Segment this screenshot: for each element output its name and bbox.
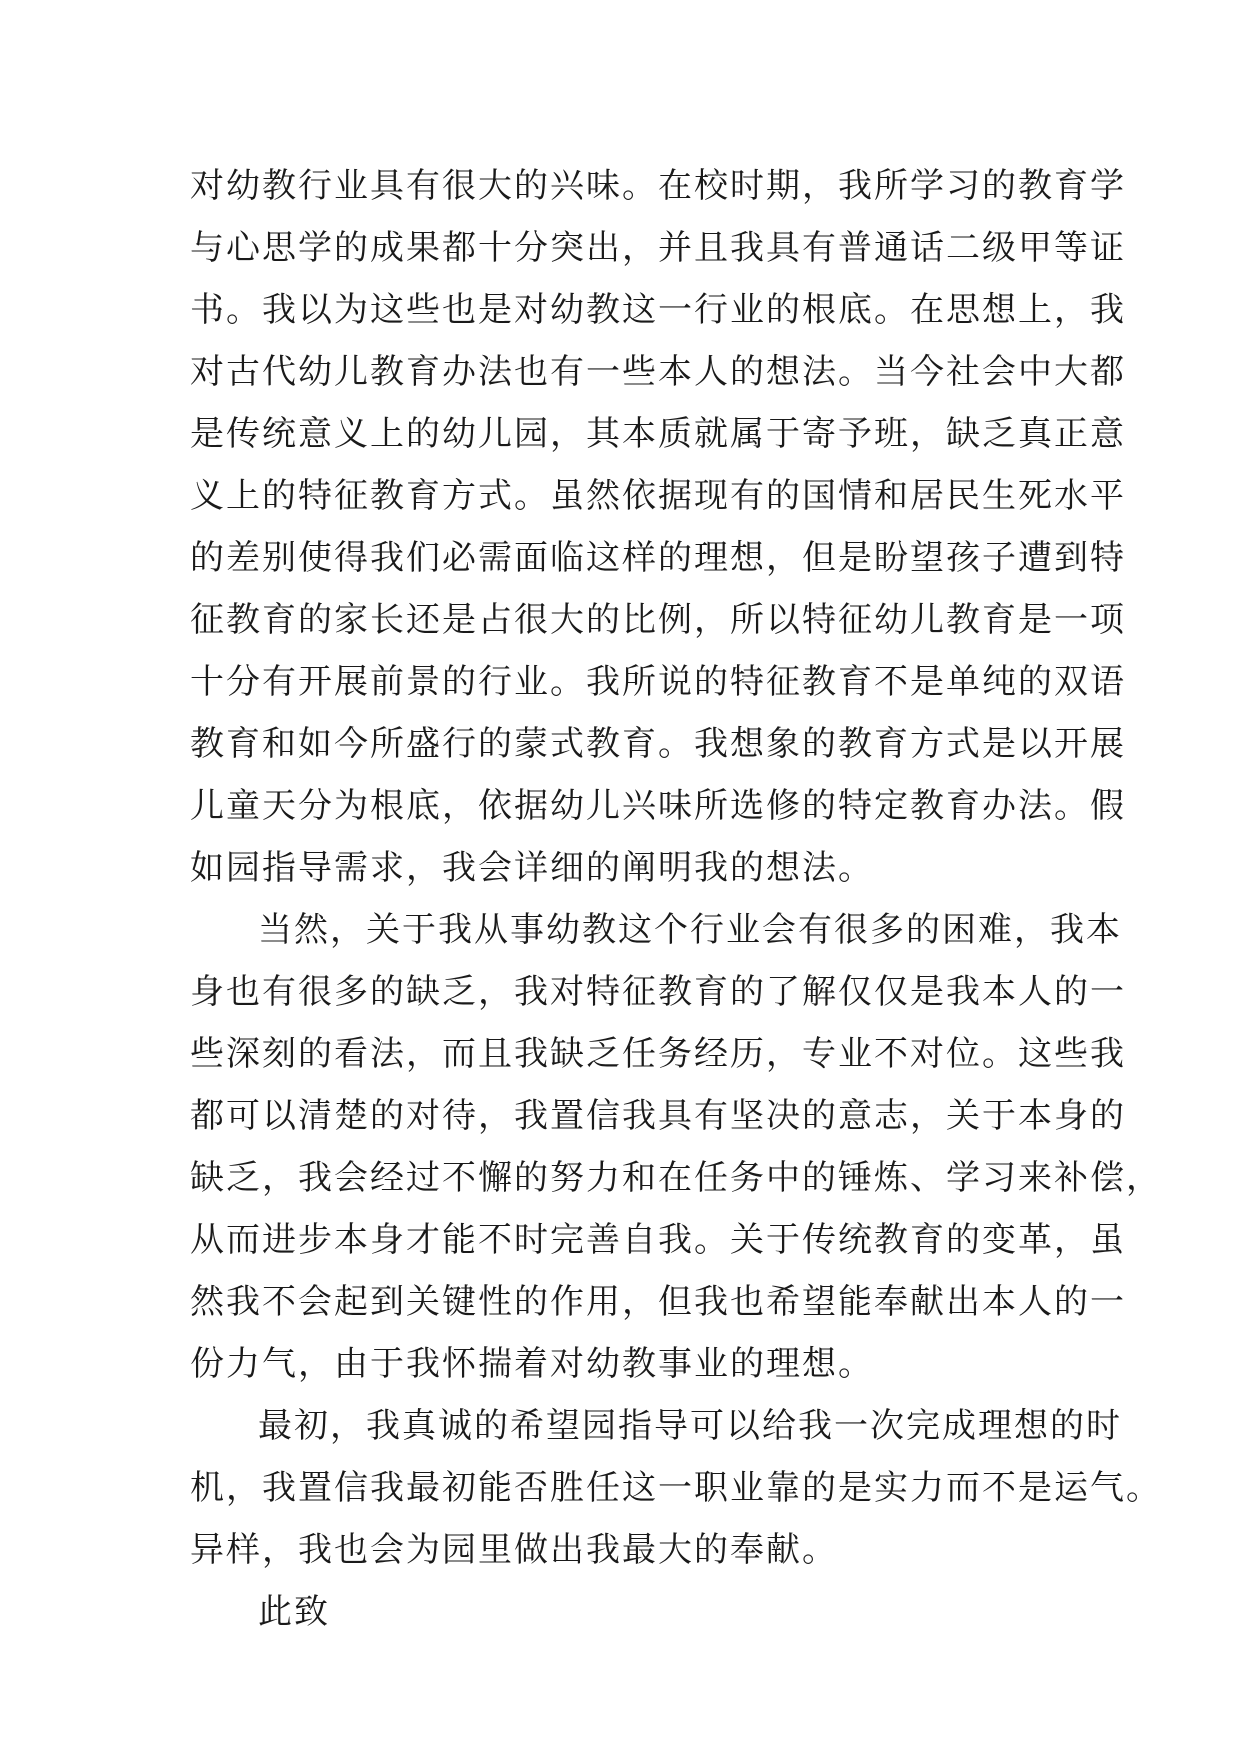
text-line: 异样，我也会为园里做出我最大的奉献。 (190, 1530, 838, 1570)
text-line: 缺乏，我会经过不懈的努力和在任务中的锤炼、学习来补偿， (190, 1158, 1162, 1198)
text-line: 从而进步本身才能不时完善自我。关于传统教育的变革，虽 (190, 1220, 1126, 1260)
text-line: 义上的特征教育方式。虽然依据现有的国情和居民生死水平 (190, 476, 1126, 516)
text-line: 然我不会起到关键性的作用，但我也希望能奉献出本人的一 (190, 1282, 1126, 1322)
text-line: 对幼教行业具有很大的兴味。在校时期，我所学习的教育学 (190, 166, 1126, 206)
text-line: 十分有开展前景的行业。我所说的特征教育不是单纯的双语 (190, 662, 1126, 702)
text-line: 对古代幼儿教育办法也有一些本人的想法。当今社会中大都 (190, 352, 1126, 392)
paragraph-start-line: 最初，我真诚的希望园指导可以给我一次完成理想的时 (258, 1406, 1122, 1446)
text-line: 身也有很多的缺乏，我对特征教育的了解仅仅是我本人的一 (190, 972, 1126, 1012)
closing-salutation: 此致 (258, 1592, 330, 1632)
paragraph-start-line: 当然，关于我从事幼教这个行业会有很多的困难，我本 (258, 910, 1122, 950)
text-line: 教育和如今所盛行的蒙式教育。我想象的教育方式是以开展 (190, 724, 1126, 764)
text-line: 征教育的家长还是占很大的比例，所以特征幼儿教育是一项 (190, 600, 1126, 640)
text-line: 儿童天分为根底，依据幼儿兴味所选修的特定教育办法。假 (190, 786, 1126, 826)
text-line: 与心思学的成果都十分突出，并且我具有普通话二级甲等证 (190, 228, 1126, 268)
text-line: 份力气，由于我怀揣着对幼教事业的理想。 (190, 1344, 874, 1384)
text-line: 些深刻的看法，而且我缺乏任务经历，专业不对位。这些我 (190, 1034, 1126, 1074)
text-line: 书。我以为这些也是对幼教这一行业的根底。在思想上，我 (190, 290, 1126, 330)
body-text (190, 155, 1162, 1643)
text-line: 机，我置信我最初能否胜任这一职业靠的是实力而不是运气。 (190, 1468, 1162, 1508)
text-line: 是传统意义上的幼儿园，其本质就属于寄予班，缺乏真正意 (190, 414, 1126, 454)
text-line: 都可以清楚的对待，我置信我具有坚决的意志，关于本身的 (190, 1096, 1126, 1136)
text-line: 的差别使得我们必需面临这样的理想，但是盼望孩子遭到特 (190, 538, 1126, 578)
text-line: 如园指导需求，我会详细的阐明我的想法。 (190, 848, 874, 888)
